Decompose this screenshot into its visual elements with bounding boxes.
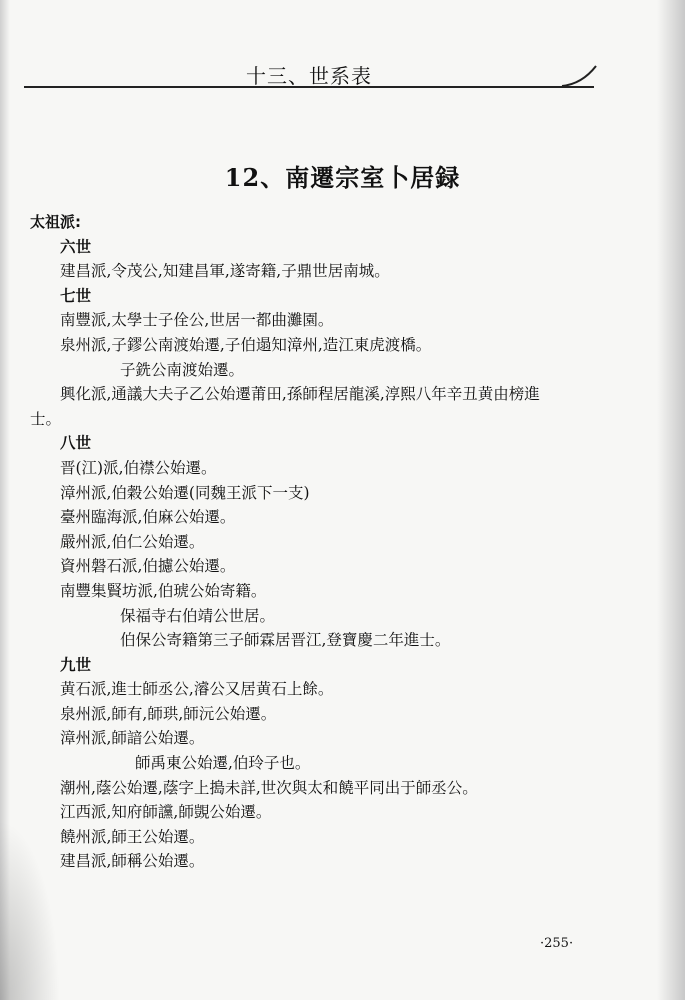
entry-line: 泉州派,師有,師珙,師沅公始遷。 (60, 704, 277, 723)
entry-list (30, 235, 610, 874)
generation-heading: 七世 (60, 285, 92, 305)
entry-line: 伯保公寄籍第三子師霖居晋江,登寶慶二年進士。 (120, 631, 451, 650)
header-swoosh-ornament (560, 62, 600, 92)
entry-line: 潮州,蔭公始遷,蔭字上搗未詳,世次與太和饒平同出于師丞公。 (60, 778, 478, 797)
entry-line: 師禹東公始遷,伯玲子也。 (135, 754, 311, 773)
section-heading: 太祖派: (30, 213, 81, 231)
entry-line: 建昌派,師稱公始遷。 (60, 852, 205, 871)
entry-line: 泉州派,子鏐公南渡始遷,子伯遢知漳州,造江東虎渡橋。 (60, 335, 432, 354)
page-number: ·255· (540, 936, 574, 951)
entry-line: 保福寺右伯靖公世居。 (120, 606, 276, 625)
entry-line: 江西派,知府師讜,師覬公始遷。 (60, 803, 272, 822)
entry-line: 資州磐石派,伯攄公始遷。 (60, 557, 236, 576)
entry-line: 士。 (30, 409, 62, 428)
entry-line: 南豐集賢坊派,伯琥公始寄籍。 (60, 581, 267, 600)
document-body (30, 210, 610, 874)
generation-heading: 六世 (60, 236, 92, 256)
entry-line: 饒州派,師王公始遷。 (60, 827, 205, 846)
entry-line: 臺州臨海派,伯麻公始遷。 (60, 508, 236, 527)
chapter-title: 12、南遷宗室卜居録 (224, 163, 461, 192)
entry-line: 建昌派,令茂公,知建昌軍,遂寄籍,子鼎世居南城。 (60, 262, 390, 281)
generation-heading: 九世 (60, 654, 92, 674)
entry-line: 南豐派,太學士子佺公,世居一都曲灘園。 (60, 311, 334, 330)
generation-heading: 八世 (60, 433, 92, 453)
header-rule (24, 86, 594, 88)
entry-line: 漳州派,師諳公始遷。 (60, 729, 205, 748)
page-edge-shadow-right (657, 0, 685, 1000)
entry-line: 嚴州派,伯仁公始遷。 (60, 532, 205, 551)
entry-line: 漳州派,伯穀公始遷(同魏王派下一支) (60, 483, 310, 502)
entry-line: 子銑公南渡始遷。 (120, 360, 245, 379)
entry-line: 黄石派,進士師丞公,濬公又居黄石上餘。 (60, 680, 334, 699)
entry-line: 晋(江)派,伯襟公始遷。 (60, 458, 217, 477)
running-header: 十三、世系表 (246, 64, 372, 88)
entry-line: 興化派,通議大夫子乙公始遷莆田,孫師程居龍溪,淳熙八年辛丑黄由榜進 (60, 385, 540, 404)
